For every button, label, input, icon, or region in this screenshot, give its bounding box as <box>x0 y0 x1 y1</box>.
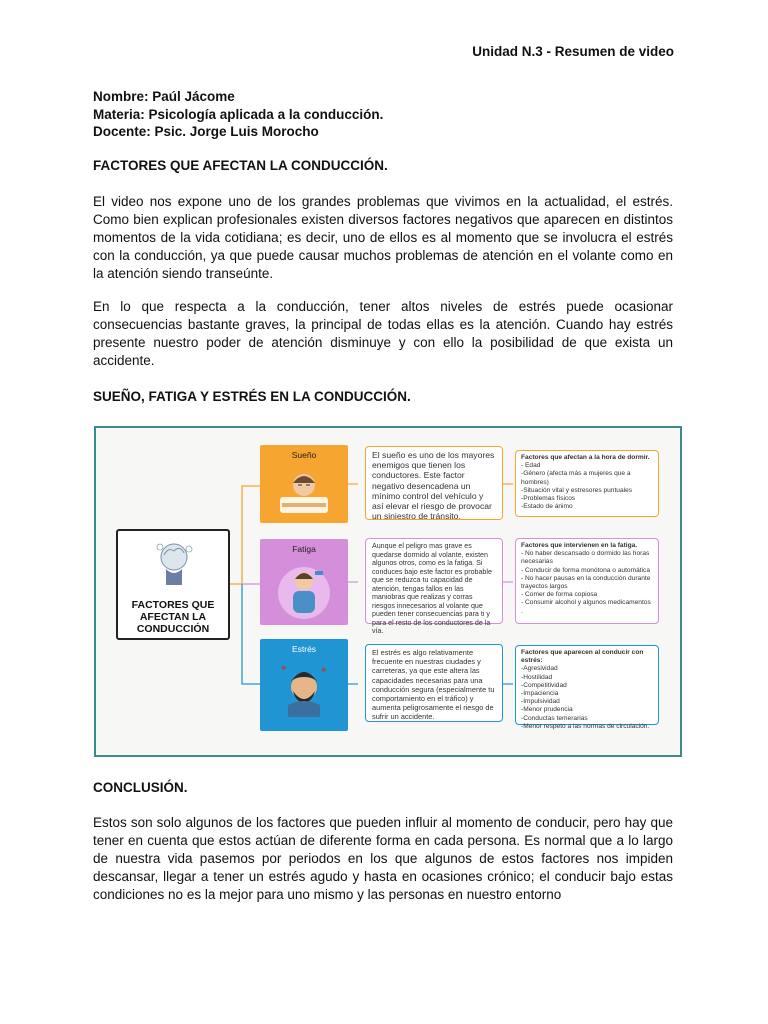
factors-title: Factores que aparecen al conducir con estrés: <box>521 649 644 665</box>
factor-item: - No hacer pausas en la conducción durante trayectos largos <box>521 574 651 591</box>
factor-item: -Impulsividad <box>521 698 560 706</box>
stressed-person-icon <box>274 657 334 721</box>
central-node <box>116 529 230 640</box>
mind-map-diagram <box>94 426 682 757</box>
description-fatiga: Aunque el peligro mas grave es quedarse dormido al volante, existen algunos otros, como es la fatiga. Si conduces bajo este factor es probable que se reduzca tu capacidad de atención, tengas fallos en las maniobras que realizas y corras riesgos innecesarios al volante que pueden tener consecuencias para ti y para el resto de los conductores de la vía. <box>365 538 503 624</box>
category-estres <box>260 639 348 731</box>
central-title-line: FACTORES QUE <box>131 599 215 611</box>
factor-item: - No haber descansado o dormido las horas necesarias <box>521 550 650 566</box>
description-estres: El estrés es algo relativamente frecuente en nuestras ciudades y carreteras, ya que este altera las capacidades necesarias para una conducción segura (especialmente tu comportamiento en el tráfico) y aumenta peligrosamente el riesgo de sufrir un accidente. <box>365 644 503 722</box>
paragraph-text: Estos son solo algunos de los factores que pueden influir al momento de conducir, pero hay que tener en cuenta que estos actúan de diferente forma en cada persona. Es normal que a lo largo de nuestra vida pasemos por periodos en los que algunos de estos factores nos impiden descansar, llegar a tener un estrés agudo y hasta en ocasiones crónico; el conducir bajo estas condiciones no es la mejor para uno mismo y las personas en nuestro entorno <box>93 815 673 902</box>
factor-item: -Estado de ánimo <box>521 503 573 511</box>
factors-title: Factores que afectan a la hora de dormir. <box>521 454 650 461</box>
svg-text:✶: ✶ <box>280 664 288 674</box>
factor-item: -Competitividad <box>521 681 567 689</box>
description-sueno: El sueño es uno de los mayores enemigos que tienen los conductores. Este factor negativo desencadena un mínimo control del vehículo y así elevar el riesgo de provocar un siniestro de tránsito. <box>365 446 503 520</box>
factor-item: -Hostilidad <box>521 673 553 681</box>
central-title-line: AFECTAN LA <box>139 611 207 623</box>
paragraph-attention <box>93 298 673 370</box>
student-info <box>93 88 383 141</box>
factor-item: - Comer de forma copiosa <box>521 591 598 599</box>
svg-text:✶: ✶ <box>320 666 328 676</box>
central-title <box>118 599 228 635</box>
factors-sueno <box>515 450 659 517</box>
category-label: Estrés <box>291 644 317 654</box>
paragraph-intro <box>93 193 673 283</box>
factor-item: -Menor respeto a las normas de circulación. <box>521 722 650 730</box>
category-fatiga <box>260 539 348 625</box>
category-label: Sueño <box>291 450 317 460</box>
factor-item: -Problemas físicos <box>521 495 576 503</box>
factors-title: Factores que intervienen en la fatiga. <box>521 542 638 549</box>
section-heading-conclusion: CONCLUSIÓN. <box>93 780 188 795</box>
factor-item: -Impaciencia <box>521 690 559 698</box>
subject: Materia: Psicología aplicada a la conducción. <box>93 106 384 122</box>
factor-item: -Situación vital y estresores puntuales <box>521 486 633 494</box>
category-sueno <box>260 445 348 523</box>
teacher: Docente: Psic. Jorge Luis Morocho <box>93 124 319 139</box>
factor-item: -Agresividad <box>521 665 558 673</box>
section-heading-factors: FACTORES QUE AFECTAN LA CONDUCCIÓN. <box>93 158 388 173</box>
factor-item: -Conductas temerarias <box>521 714 588 722</box>
paragraph-text: El video nos expone uno de los grandes problemas que vivimos en la actualidad, el estrés. Como bien explican profesionales existen diversos factores negativos que aparecen en distintos momentos de la vida cotidiana; es decir, uno de ellos es al momento que se involucra el estrés con la conducción, ya que puede causar muchos problemas de atención en el volante como en la atención siendo transeúnte. <box>93 194 673 281</box>
factor-item: -Menor prudencia <box>521 706 573 714</box>
section-heading-sleep: SUEÑO, FATIGA Y ESTRÉS EN LA CONDUCCIÓN. <box>93 389 411 404</box>
brain-head-icon <box>150 539 198 591</box>
category-label: Fatiga <box>292 544 316 554</box>
factor-item: -Género (afecta más a mujeres que a hombres) <box>521 470 631 486</box>
factor-item: - Conducir de forma monótona o automática <box>521 566 651 574</box>
factors-estres <box>515 645 659 730</box>
paragraph-text: En lo que respecta a la conducción, tener altos niveles de estrés puede ocasionar consecuencias bastante graves, la principal de todas ellas es la atención. Cuando hay estrés presente nuestro poder de atención disminuye y con ello la posibilidad de que exista un accidente. <box>93 299 673 368</box>
document-header: Unidad N.3 - Resumen de video <box>472 44 674 59</box>
factor-item: - Edad <box>521 462 541 470</box>
student-name: Nombre: Paúl Jácome <box>93 89 235 104</box>
factors-fatiga <box>515 538 659 624</box>
central-title-line: CONDUCCIÓN <box>136 623 210 635</box>
paragraph-conclusion <box>93 814 673 904</box>
factor-item: - Consumir alcohol y algunos medicamentos . <box>521 599 651 615</box>
tired-person-icon <box>274 557 334 621</box>
sleeping-person-icon <box>274 463 334 519</box>
